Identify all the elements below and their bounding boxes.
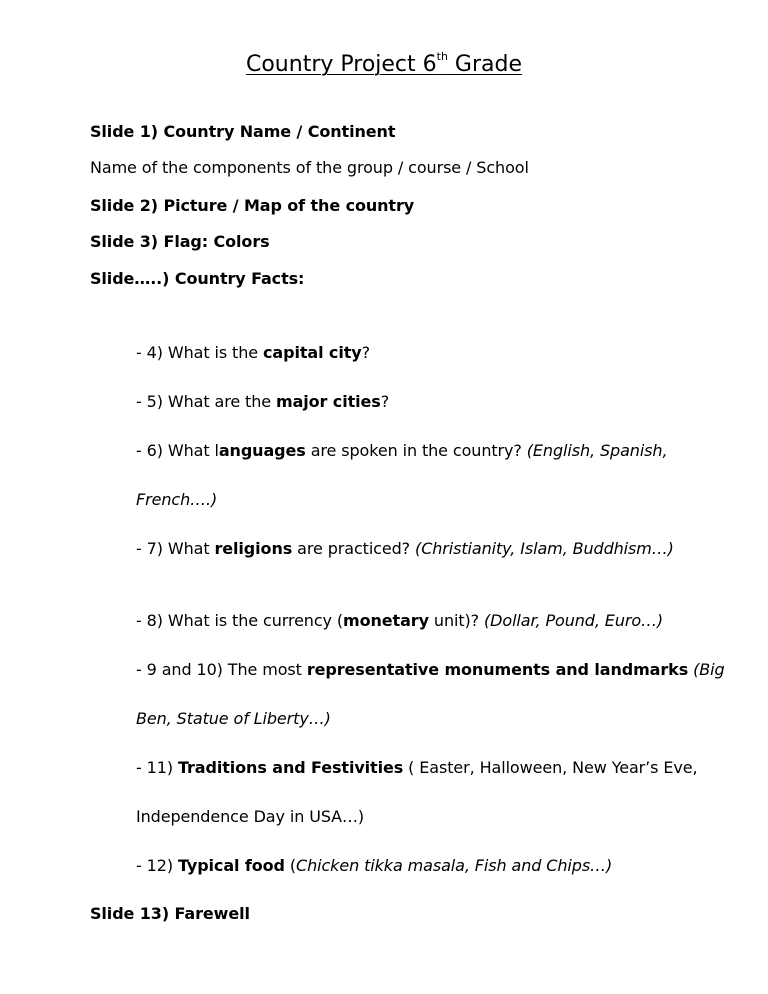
fact-7-examples: (Christianity, Islam, Buddhism…) [415, 539, 674, 558]
fact-4-end: ? [361, 343, 370, 362]
slide-2-heading: Slide 2) Picture / Map of the country [90, 196, 415, 215]
fact-6 [136, 440, 667, 462]
fact-5-text: - 5) What are the [136, 392, 276, 411]
title-rest: Grade [447, 52, 523, 77]
fact-7-keyword: religions [214, 539, 293, 558]
fact-11-continuation: Independence Day in USA…) [136, 807, 365, 826]
fact-6-mid: are spoken in the country? [305, 441, 527, 460]
fact-11-text: - 11) [136, 758, 178, 777]
slide-1-subtext: Name of the components of the group / course / School [90, 158, 529, 177]
fact-6-continuation: French….) [136, 490, 218, 509]
slide-3-heading: Slide 3) Flag: Colors [90, 232, 270, 251]
fact-12-paren: ( [284, 856, 297, 875]
fact-9-examples: (Big [693, 660, 725, 679]
fact-6-examples: (English, Spanish, [526, 441, 668, 460]
fact-7-text: - 7) What [136, 539, 215, 558]
fact-11-keyword: Traditions and Festivities [177, 758, 404, 777]
fact-8-keyword: monetary [343, 611, 429, 630]
fact-8 [136, 610, 663, 632]
title-main: Country Project 6 [245, 52, 437, 77]
fact-8-text: - 8) What is the currency ( [136, 611, 344, 630]
fact-7-mid: are practiced? [292, 539, 416, 558]
slide-1-heading: Slide 1) Country Name / Continent [90, 122, 396, 141]
slide-facts-heading: Slide…..) Country Facts: [90, 269, 305, 288]
fact-12-text: - 12) [136, 856, 178, 875]
fact-6-text: - 6) What l [136, 441, 219, 460]
fact-12-keyword: Typical food [177, 856, 285, 875]
fact-4-keyword: capital city [263, 343, 362, 362]
fact-9-continuation: Ben, Statue of Liberty…) [136, 709, 331, 728]
fact-5-keyword: major cities [276, 392, 381, 411]
fact-5 [136, 391, 389, 413]
fact-9-10 [136, 659, 725, 681]
fact-4 [136, 342, 370, 364]
title-text [246, 52, 522, 77]
fact-9-keyword: representative monuments and landmarks [306, 660, 689, 679]
fact-8-mid: unit)? [428, 611, 485, 630]
fact-6-keyword: anguages [218, 441, 306, 460]
slide-13-heading: Slide 13) Farewell [90, 904, 250, 923]
page-title [0, 50, 768, 80]
fact-11 [136, 757, 697, 779]
fact-8-examples: (Dollar, Pound, Euro…) [484, 611, 664, 630]
fact-11-examples: ( Easter, Halloween, New Year’s Eve, [403, 758, 698, 777]
title-superscript: th [436, 50, 448, 63]
fact-5-end: ? [380, 392, 390, 411]
fact-9-text: - 9 and 10) The most [136, 660, 307, 679]
fact-12-examples: Chicken tikka masala, Fish and Chips…) [296, 856, 613, 875]
fact-12 [136, 855, 612, 877]
fact-7 [136, 538, 674, 560]
fact-4-text: - 4) What is the [136, 343, 264, 362]
